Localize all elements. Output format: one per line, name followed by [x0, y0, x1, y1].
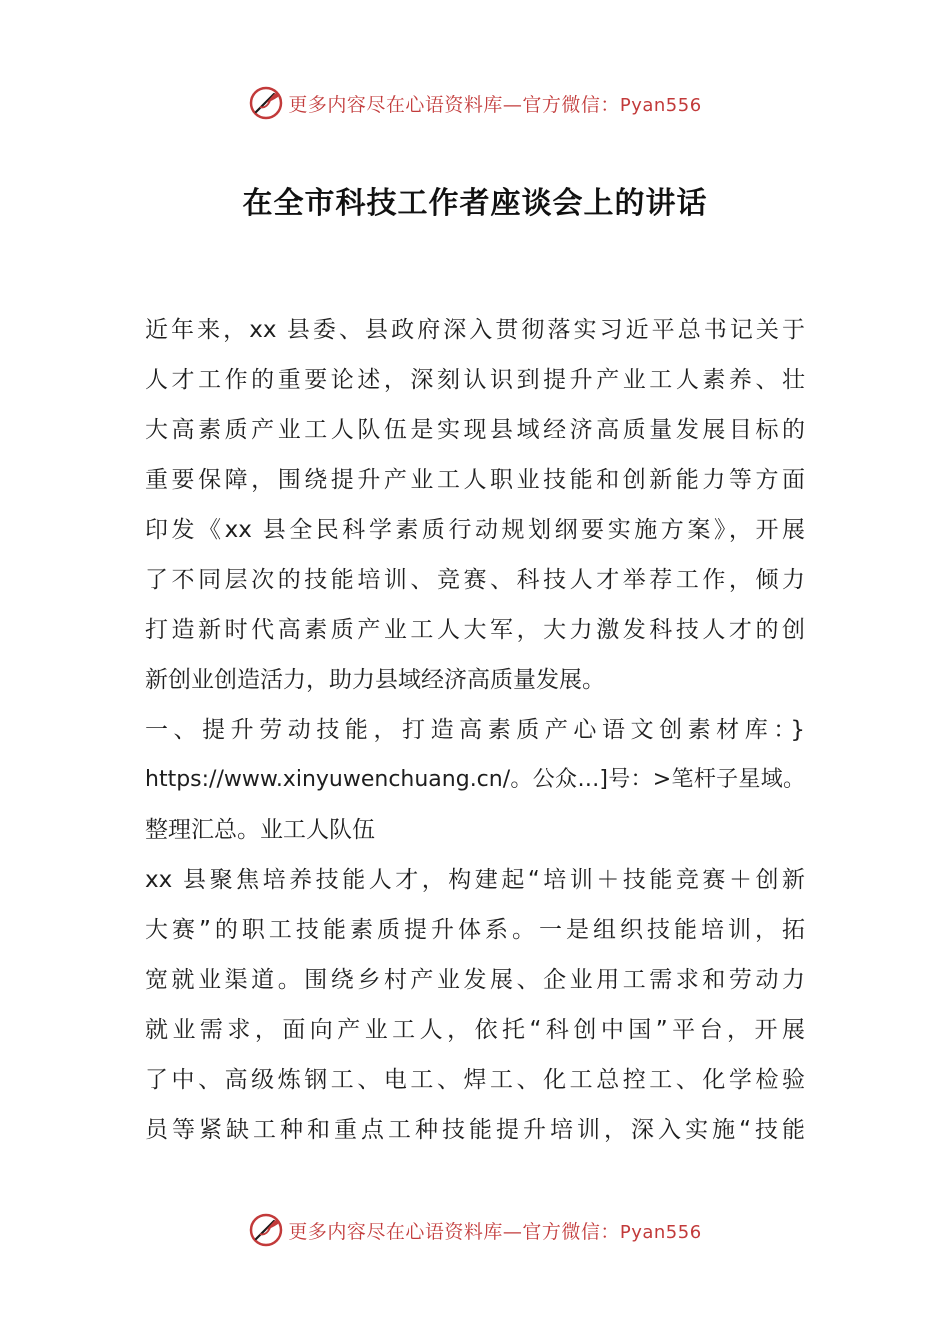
page-title: 在全市科技工作者座谈会上的讲话	[242, 186, 708, 221]
section-heading-line: 一、提升劳动技能，打造高素质产心语文创素材库：}	[145, 717, 805, 743]
body-line: 重要保障，围绕提升产业工人职业技能和创新能力等方面	[145, 467, 805, 493]
header-banner-text	[288, 90, 701, 117]
section-heading-line: 整理汇总。业工人队伍	[145, 817, 375, 843]
body-line: 宽就业渠道。围绕乡村产业发展、企业用工需求和劳动力	[145, 967, 805, 993]
footer-dash: —	[502, 1220, 523, 1243]
body-line: 员等紧缺工种和重点工种技能提升培训，深入实施“技能	[145, 1117, 805, 1143]
header-dash: —	[502, 93, 523, 116]
body-line: 了不同层次的技能培训、竞赛、科技人才举荐工作，倾力	[145, 567, 805, 593]
body-line: 人才工作的重要论述，深刻认识到提升产业工人素养、壮	[145, 367, 805, 393]
footer-wechat-label: 官方微信：	[522, 1220, 620, 1243]
header-site-text: 更多内容尽在心语资料库	[288, 93, 503, 116]
quill-pen-logo-icon	[248, 1212, 284, 1248]
body-line: 就业需求，面向产业工人，依托“科创中国”平台，开展	[145, 1017, 805, 1043]
body-line: xx 县聚焦培养技能人才，构建起“培训＋技能竞赛＋创新	[145, 867, 805, 893]
url-line: https://www.xinyuwenchuang.cn/。公众…]号：>笔杆子星域。	[145, 767, 805, 792]
body-line: 大高素质产业工人队伍是实现县域经济高质量发展目标的	[145, 417, 805, 443]
body-line: 了中、高级炼钢工、电工、焊工、化工总控工、化学检验	[145, 1067, 805, 1093]
quill-pen-logo-icon	[248, 85, 284, 121]
header-wechat-label: 官方微信：	[522, 93, 620, 116]
footer-banner-text	[288, 1217, 701, 1244]
footer-banner	[0, 1210, 950, 1250]
header-banner	[0, 83, 950, 123]
body-line: 印发《xx 县全民科学素质行动规划纲要实施方案》，开展	[145, 517, 805, 543]
header-wechat-id: Pyan556	[619, 94, 702, 116]
body-line: 打造新时代高素质产业工人大军，大力激发科技人才的创	[145, 617, 805, 643]
footer-site-text: 更多内容尽在心语资料库	[288, 1220, 503, 1243]
body-line: 新创业创造活力，助力县域经济高质量发展。	[145, 667, 605, 693]
document-body	[145, 305, 805, 1155]
footer-wechat-id: Pyan556	[619, 1221, 702, 1243]
body-line: 大赛”的职工技能素质提升体系。一是组织技能培训，拓	[145, 917, 805, 943]
body-line: 近年来，xx 县委、县政府深入贯彻落实习近平总书记关于	[145, 317, 805, 343]
